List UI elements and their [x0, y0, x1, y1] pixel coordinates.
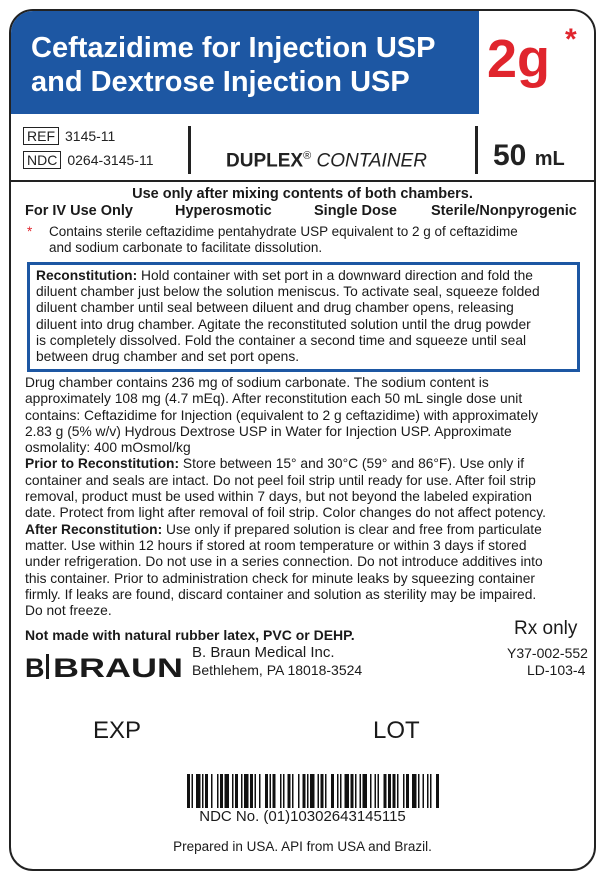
ndc-value: 0264-3145-11: [67, 152, 154, 168]
reconstitution-line: diluent chamber until seal between diluent and drug chamber opens, releasing: [36, 300, 514, 316]
contains-statement: [27, 224, 575, 256]
osmotic-text: Hyperosmotic: [175, 203, 272, 219]
manufacturer-address: Bethlehem, PA 18018-3524: [192, 662, 363, 678]
dose-text: Single Dose: [314, 203, 397, 219]
logo-b: B: [25, 653, 45, 681]
reconstitution-line: diluent chamber just below the solution meniscus. To activate seal, squeeze folded: [36, 284, 540, 300]
container-type: [226, 145, 427, 172]
reconstitution-line: is completely dissolved. Fold the container a second time and squeeze until seal: [36, 332, 527, 348]
rx-only: Rx only: [514, 618, 578, 639]
contains-line-1: Contains sterile ceftazidime pentahydrate USP equivalent to 2 g of ceftazidime: [49, 224, 518, 239]
sterility-text: Sterile/Nonpyrogenic: [431, 203, 577, 219]
strength-value: 2g: [487, 29, 551, 89]
divider-bar-right: [475, 126, 478, 174]
body-line: removal, product must be used within 7 days, but not beyond the labeled expiration: [25, 489, 532, 505]
reconstitution-box: [27, 262, 580, 372]
ref-label: REF: [23, 127, 59, 145]
body-line: this container. Prior to administration check for minute leaks by squeezing container: [25, 570, 535, 586]
title-band: [11, 11, 479, 114]
label-code-1: Y37-002-552: [507, 645, 588, 661]
contains-line-2: and sodium carbonate to facilitate dissolution.: [49, 240, 323, 255]
body-line: Drug chamber contains 236 mg of sodium carbonate. The sodium content is: [25, 375, 489, 390]
product-title: [31, 31, 471, 99]
ndc-line: [23, 151, 154, 169]
body-line: firmly. If leaks are found, discard container and solution as sterility may be impaired.: [25, 586, 537, 602]
container-word: CONTAINER: [316, 150, 427, 172]
body-line: Use only if prepared solution is clear and free from particulate: [166, 521, 542, 537]
body-line: osmolality: 400 mOsmol/kg: [25, 440, 191, 456]
title-line-1: Ceftazidime for Injection USP: [31, 32, 436, 64]
bbraun-logo: [25, 651, 185, 681]
identifier-row: [11, 114, 594, 180]
volume-unit: mL: [534, 148, 565, 170]
volume: [493, 140, 565, 175]
body-line: 2.83 g (5% w/v) Hydrous Dextrose USP in Water for Injection USP. Approximate: [25, 423, 512, 439]
body-line: contains: Ceftazidime for Injection (equivalent to 2 g ceftazidime) with approximately: [25, 407, 539, 423]
product-label: [9, 9, 596, 871]
reconstitution-line: between drug chamber and set port opens.: [36, 349, 300, 365]
reconstitution-line: Hold container with set port in a downward direction and fold the: [141, 268, 533, 283]
ndc-label: NDC: [23, 151, 61, 169]
divider-bar-left: [188, 126, 191, 174]
label-code-2: LD-103-4: [527, 662, 586, 678]
mixing-note: Use only after mixing contents of both chambers.: [132, 186, 473, 202]
after-heading: After Reconstitution:: [25, 521, 163, 537]
origin-statement: Prepared in USA. API from USA and Brazil.: [173, 839, 432, 854]
barcode: [187, 774, 505, 808]
registered-mark: ®: [303, 150, 312, 162]
route-text: For IV Use Only: [25, 203, 133, 219]
ref-value: 3145-11: [65, 128, 116, 144]
reconstitution-line: diluent into drug chamber. Agitate the reconstituted solution until the drug powder: [36, 316, 531, 332]
body-line: approximately 108 mg (4.7 mEq). After reconstitution each 50 mL single dose unit: [25, 391, 523, 407]
volume-number: 50: [493, 139, 527, 172]
body-line: under refrigeration. Do not use in a series connection. Do not introduce additives into: [25, 554, 543, 570]
body-line: date. Protect from light after removal of foil strip. Color changes do not affect potency.: [25, 505, 546, 521]
product-description: [25, 375, 585, 619]
logo-braun: BRAUN: [53, 653, 183, 681]
contains-asterisk: *: [27, 224, 33, 239]
reconstitution-heading: Reconstitution:: [36, 268, 138, 283]
label-header: [11, 11, 594, 114]
title-line-2: and Dextrose Injection USP: [31, 66, 410, 98]
body-line: matter. Use within 12 hours if stored at room temperature or within 3 days if stored: [25, 537, 527, 553]
exp-label: EXP: [93, 717, 142, 744]
body-line: Store between 15° and 30°C (59° and 86°F). Use only if: [182, 456, 525, 472]
strength-asterisk: *: [565, 23, 577, 56]
body-line: Do not freeze.: [25, 603, 112, 619]
container-brand: DUPLEX: [226, 150, 304, 172]
lot-label: LOT: [373, 717, 420, 744]
ref-line: [23, 127, 115, 145]
barcode-ndc-number: NDC No. (01)10302643145115: [199, 808, 406, 825]
strength-panel: [479, 11, 596, 114]
prior-heading: Prior to Reconstitution:: [25, 456, 180, 472]
header-divider: [11, 180, 594, 182]
manufacturer-name: B. Braun Medical Inc.: [192, 644, 335, 661]
body-line: container and seals are intact. Do not peel foil strip until ready for use. After foil strip: [25, 472, 536, 488]
latex-statement: Not made with natural rubber latex, PVC or DEHP.: [25, 627, 355, 643]
